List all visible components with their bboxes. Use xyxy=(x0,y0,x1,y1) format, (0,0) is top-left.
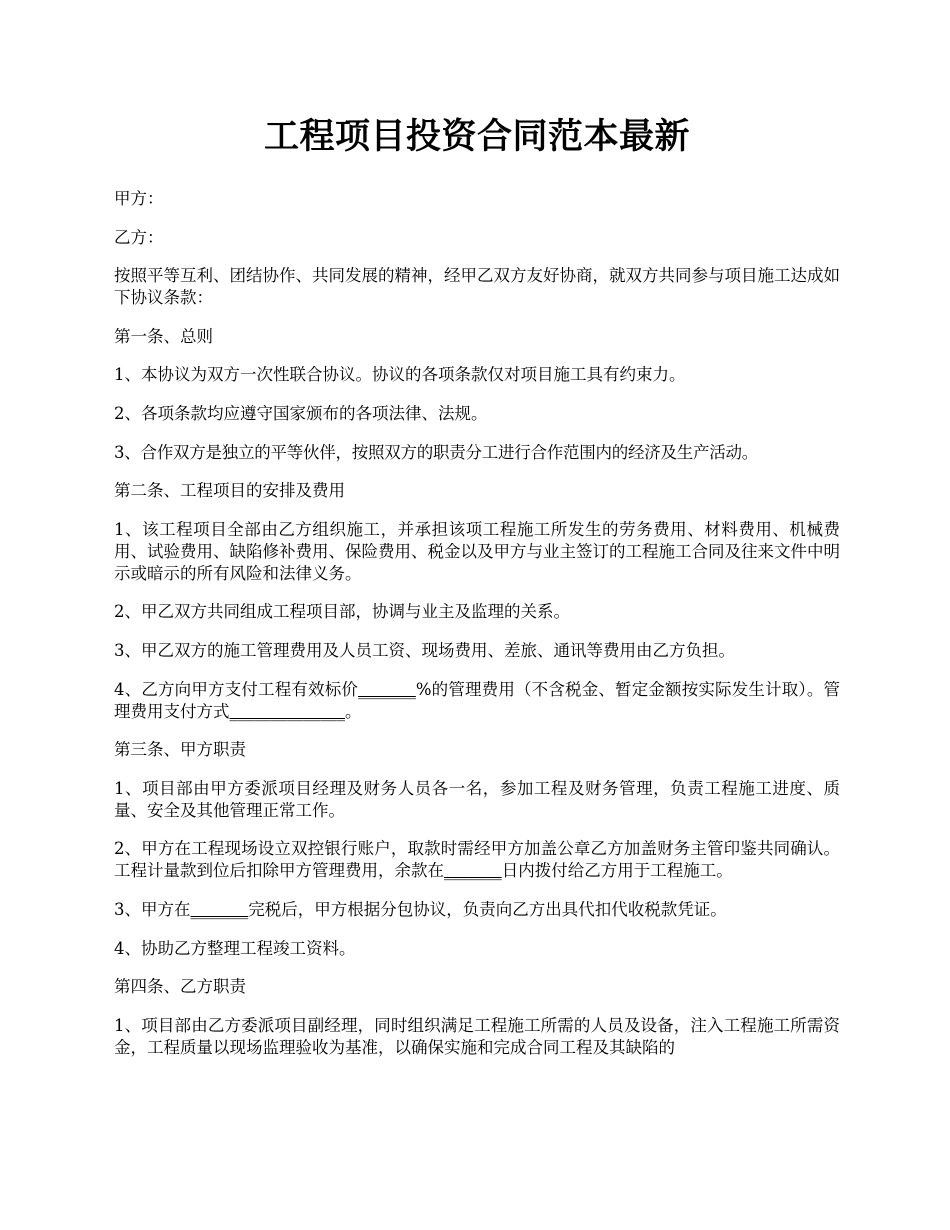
article-3-heading: 第三条、甲方职责 xyxy=(114,740,246,760)
article-1-heading: 第一条、总则 xyxy=(114,326,213,346)
article-2-item-3: 3、甲乙双方的施工管理费用及人员工资、现场费用、差旅、通讯等费用由乙方负担。 xyxy=(114,640,735,660)
fee-rate-blank: _______ xyxy=(358,679,416,699)
article-3-item-2-text-a: 2、甲方在工程现场设立双控银行账户，取款时需经甲方加盖公章乙方加盖财务主管印鉴共同确认。工程计量款到位后扣除甲方管理费用，余款在 xyxy=(114,839,840,881)
article-3-item-2-text-b: 日内拨付给乙方用于工程施工。 xyxy=(501,861,733,881)
tax-location-blank: _______ xyxy=(190,899,249,919)
article-2-item-4 xyxy=(114,679,840,723)
article-4-heading: 第四条、乙方职责 xyxy=(114,977,246,997)
article-2-item-1: 1、该工程项目全部由乙方组织施工，并承担该项工程施工所发生的劳务费用、材料费用、机械费用、试验费用、缺陷修补费用、保险费用、税金以及甲方与业主签订的工程施工合同及往来文件中明示或暗示的所有风险和法律义务。 xyxy=(114,519,840,583)
document-title: 工程项目投资合同范本最新 xyxy=(263,116,690,157)
article-3-item-2 xyxy=(114,838,840,882)
party-a-line: 甲方： xyxy=(114,189,164,208)
article-2-item-4-text-b: %的管理费用（不含税金、暂定金额按实际发生计取）。管理费用支付方式 xyxy=(114,679,840,721)
article-3-item-1: 1、项目部由甲方委派项目经理及财务人员各一名，参加工程及财务管理，负责工程施工进度、质量、安全及其他管理正常工作。 xyxy=(114,778,840,820)
article-3-item-4: 4、协助乙方整理工程竣工资料。 xyxy=(114,938,356,958)
payment-method-blank: ______________ xyxy=(229,701,345,721)
article-2-item-4-text-c: 。 xyxy=(345,701,362,721)
article-2-heading: 第二条、工程项目的安排及费用 xyxy=(114,481,345,501)
article-1-item-1: 1、本协议为双方一次性联合协议。协议的各项条款仅对项目施工具有约束力。 xyxy=(114,365,686,385)
article-3-item-3-text-a: 3、甲方在 xyxy=(114,899,191,919)
party-b-line: 乙方： xyxy=(114,227,164,247)
article-4-item-1: 1、项目部由乙方委派项目副经理，同时组织满足工程施工所需的人员及设备，注入工程施工所需资金，工程质量以现场监理验收为基准，以确保实施和完成合同工程及其缺陷的 xyxy=(114,1015,840,1057)
article-3-item-3-text-b: 完税后，甲方根据分包协议，负责向乙方出具代扣代收税款凭证。 xyxy=(248,899,727,919)
document-content xyxy=(114,112,840,1075)
article-1-item-3: 3、合作双方是独立的平等伙伴，按照双方的职责分工进行合作范围内的经济及生产活动。 xyxy=(114,442,758,462)
article-2-item-4-text-a: 4、乙方向甲方支付工程有效标价 xyxy=(114,679,359,699)
article-2-item-2: 2、甲乙双方共同组成工程项目部，协调与业主及监理的关系。 xyxy=(114,602,570,622)
days-blank: _______ xyxy=(444,861,502,881)
article-1-item-2: 2、各项条款均应遵守国家颁布的各项法律、法规。 xyxy=(114,403,488,423)
preamble-paragraph: 按照平等互利、团结协作、共同发展的精神，经甲乙双方友好协商，就双方共同参与项目施工达成如下协议条款： xyxy=(114,266,840,308)
article-3-item-3 xyxy=(114,899,840,921)
